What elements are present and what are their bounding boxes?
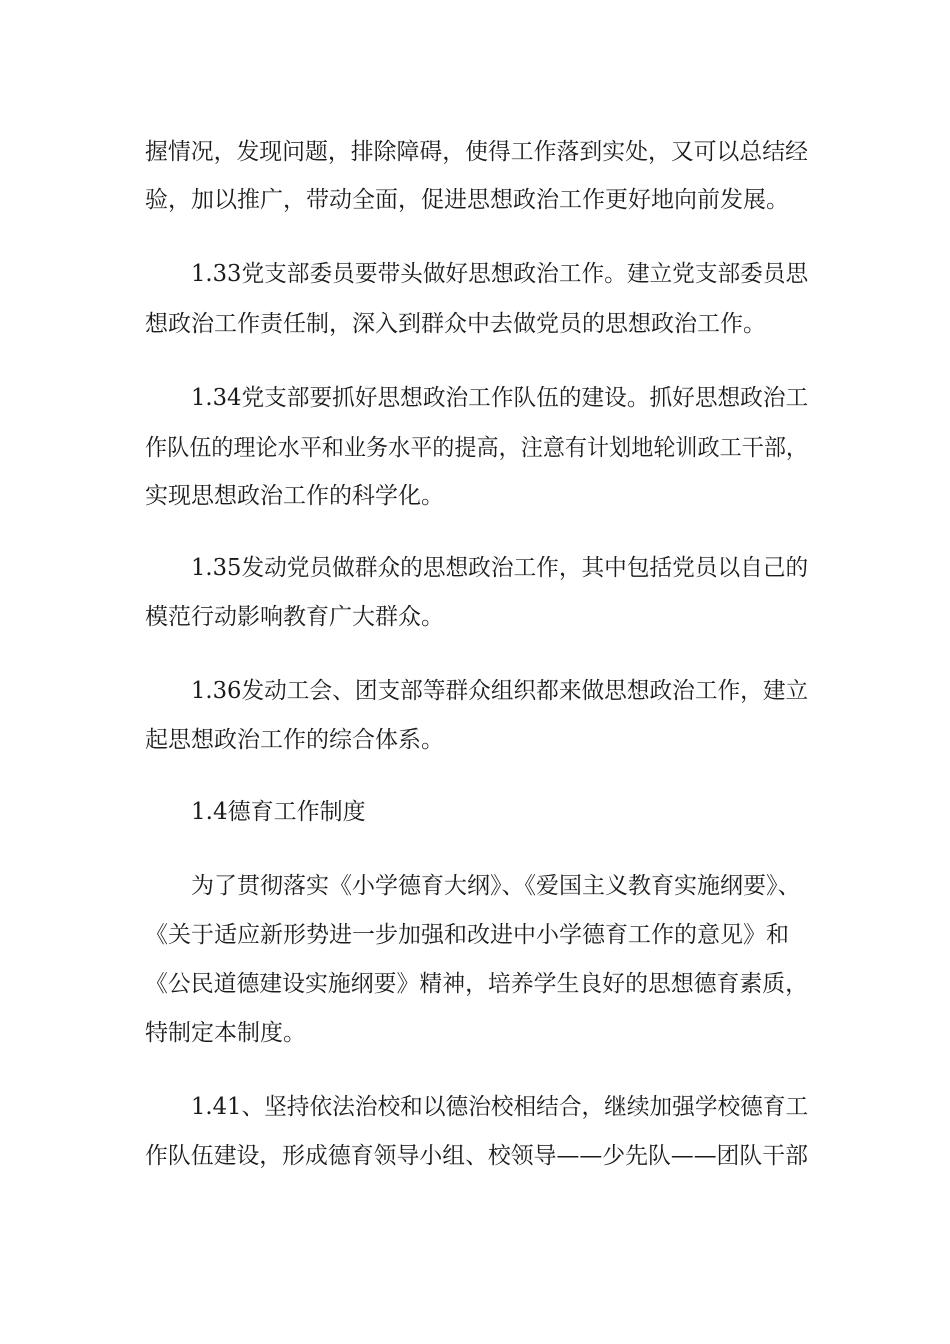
paragraph-1-35-line-2: 模范行动影响教育广大群众。 xyxy=(145,604,444,630)
paragraph-intro-line-4: 特制定本制度。 xyxy=(145,1020,306,1046)
paragraph-1-36-line-1: 1.36发动工会、团支部等群众组织都来做思想政治工作，建立 xyxy=(191,678,809,704)
paragraph-1-36-line-2: 起思想政治工作的综合体系。 xyxy=(145,727,444,753)
paragraph-1-34-line-3: 实现思想政治工作的科学化。 xyxy=(145,483,444,509)
paragraph-intro-line-2: 《关于适应新形势进一步加强和改进中小学德育工作的意见》和 xyxy=(145,922,789,948)
paragraph-1-33-line-1: 1.33党支部委员要带头做好思想政治工作。建立党支部委员思 xyxy=(191,261,809,287)
paragraph-continuation-line-2: 验，加以推广，带动全面，促进思想政治工作更好地向前发展。 xyxy=(145,187,789,213)
paragraph-1-34-line-2: 作队伍的理论水平和业务水平的提高，注意有计划地轮训政工干部， xyxy=(145,435,809,461)
paragraph-1-34-line-1: 1.34党支部要抓好思想政治工作队伍的建设。抓好思想政治工 xyxy=(191,385,809,411)
paragraph-1-41-line-2: 作队伍建设，形成德育领导小组、校领导——少先队——团队干部 xyxy=(145,1143,808,1169)
paragraph-intro-line-3: 《公民道德建设实施纲要》精神，培养学生良好的思想德育素质， xyxy=(145,971,808,997)
paragraph-1-33-line-2: 想政治工作责任制，深入到群众中去做党员的思想政治工作。 xyxy=(145,311,766,337)
paragraph-1-41-line-1: 1.41、坚持依法治校和以德治校相结合，继续加强学校德育工 xyxy=(191,1094,809,1120)
section-heading-1-4: 1.4德育工作制度 xyxy=(191,799,366,825)
paragraph-1-35-line-1: 1.35发动党员做群众的思想政治工作，其中包括党员以自己的 xyxy=(191,555,809,581)
paragraph-continuation-line-1: 握情况，发现问题，排除障碍，使得工作落到实处，又可以总结经 xyxy=(145,139,808,165)
paragraph-intro-line-1: 为了贯彻落实《小学德育大纲》、《爱国主义教育实施纲要》、 xyxy=(191,873,801,899)
